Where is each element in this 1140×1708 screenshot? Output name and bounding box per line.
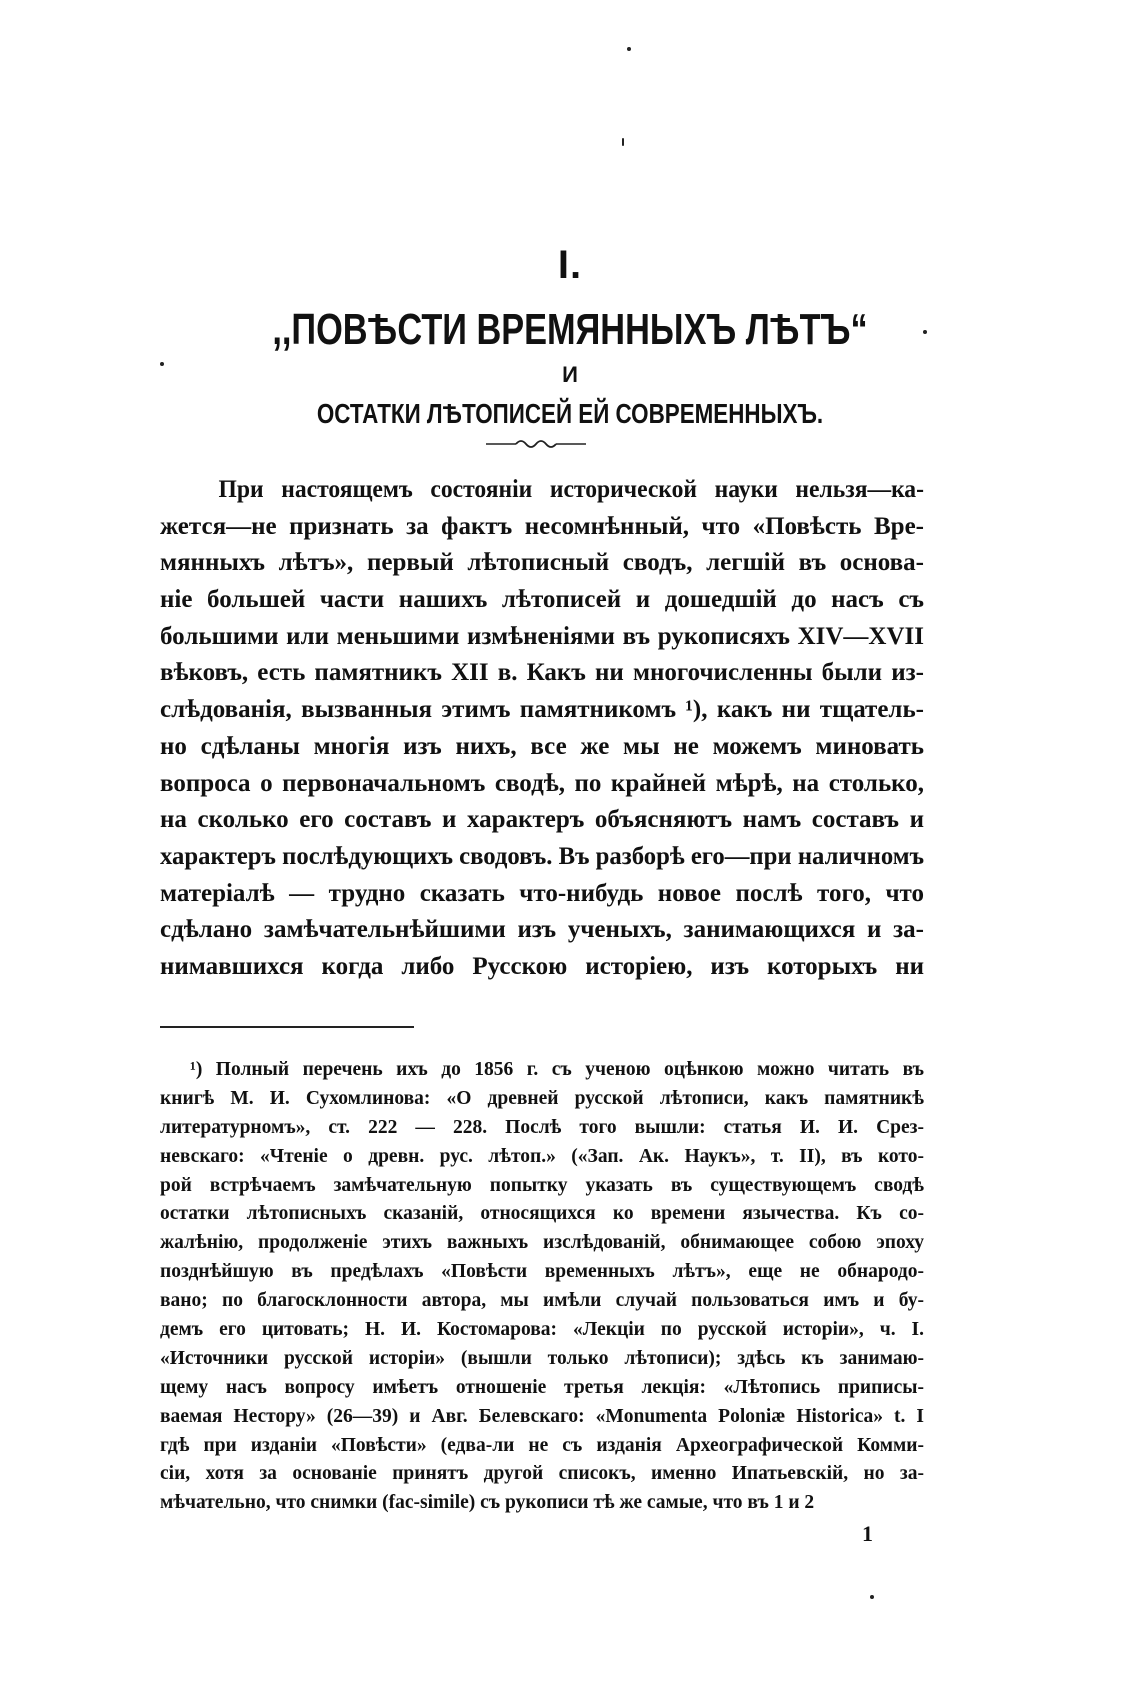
body-line: характеръ послѣдующихъ сводовъ. Въ разборѣ его—при наличномъ bbox=[160, 842, 924, 870]
body-text bbox=[160, 472, 924, 986]
body-line: на сколько его составъ и характеръ объясняютъ намъ составъ и bbox=[160, 806, 924, 834]
footnote-line: невскаго: «Чтеніе о древн. рус. лѣтоп.» («Зап. Ак. Наукъ», т. II), въ кото- bbox=[160, 1145, 924, 1167]
footnote-line: литературномъ», ст. 222 — 228. Послѣ того вышли: статья И. И. Срез- bbox=[160, 1116, 924, 1138]
body-line: слѣдованія, вызванныя этимъ памятникомъ ¹), какъ ни тщатель- bbox=[160, 696, 924, 724]
footnote bbox=[160, 1056, 924, 1518]
ink-speck bbox=[870, 1595, 874, 1599]
footnote-line: ¹) Полный перечень ихъ до 1856 г. съ ученою оцѣнкою можно читать въ bbox=[190, 1059, 924, 1080]
footnote-line: книгѣ М. И. Сухомлинова: «О древней русской лѣтописи, какъ памятникѣ bbox=[160, 1087, 924, 1109]
body-line: большими или меньшими измѣненіями въ рукописяхъ XIV—XVII bbox=[160, 622, 924, 650]
body-line: При настоящемъ состояніи исторической науки нельзя—ка- bbox=[218, 476, 924, 503]
footnote-line: сіи, хотя за основаніе принятъ другой списокъ, именно Ипатьевскій, но за- bbox=[160, 1463, 924, 1485]
body-line: матеріалѣ — трудно сказать что-нибудь новое послѣ того, что bbox=[160, 879, 924, 907]
footnote-line: жалѣнію, продолженіе этихъ важныхъ изслѣдованій, обнимающее собою эпоху bbox=[160, 1232, 924, 1254]
chapter-subtitle: ОСТАТКИ ЛѢТОПИСЕЙ ЕЙ СОВРЕМЕННЫХЪ. bbox=[316, 398, 824, 429]
footnote-line: «Источники русской исторіи» (вышли только лѣтописи); здѣсь къ занимаю- bbox=[160, 1347, 924, 1369]
footnote-line: позднѣйшую въ предѣлахъ «Повѣсти временныхъ лѣтъ», еще не обнародо- bbox=[160, 1261, 924, 1283]
footnote-line: мѣчательно, что снимки (fac-simile) съ рукописи тѣ же самые, что въ 1 и 2 bbox=[160, 1492, 815, 1514]
chapter-title: ,,ПОВѢСТИ ВРЕМЯННЫХЪ ЛѢТЪ“ bbox=[272, 305, 868, 354]
footnote-line: рой встрѣчаемъ замѣчательную попытку указать въ существующемъ сводѣ bbox=[160, 1174, 924, 1196]
body-line: но сдѣланы многія изъ нихъ, все же мы не можемъ миновать bbox=[160, 732, 924, 760]
ink-speck bbox=[627, 47, 631, 51]
body-line: вопроса о первоначальномъ сводѣ, по крайней мѣрѣ, на столько, bbox=[160, 769, 924, 797]
body-line: нимавшихся когда либо Русскою исторіею, изъ которыхъ ни bbox=[160, 952, 924, 980]
page-number: 1 bbox=[862, 1521, 873, 1546]
footnote-line: остатки лѣтописныхъ сказаній, относящихся ко времени язычества. Къ со- bbox=[160, 1203, 924, 1225]
body-line: сдѣлано замѣчательнѣйшими изъ ученыхъ, занимающихся и за- bbox=[160, 916, 924, 944]
footnote-line: ваемая Нестору» (26—39) и Авг. Белевскаго: «Monumenta Poloniæ Historica» t. I bbox=[160, 1405, 924, 1427]
footnote-line: щему насъ вопросу имѣетъ отношеніе третья лекція: «Лѣтопись приписы- bbox=[160, 1376, 924, 1398]
body-line: жется—не признать за фактъ несомнѣнный, что «Повѣсть Вре- bbox=[160, 512, 924, 540]
ornament-divider bbox=[486, 438, 586, 450]
body-line: мянныхъ лѣтъ», первый лѣтописный сводъ, легшій въ основа- bbox=[160, 549, 924, 577]
footnote-line: вано; по благосклонности автора, мы имѣли случай пользоваться имъ и бу- bbox=[160, 1290, 924, 1312]
body-line: вѣковъ, есть памятникъ XII в. Какъ ни многочисленны были из- bbox=[160, 659, 924, 687]
ink-speck bbox=[622, 138, 624, 146]
title-conjunction: И bbox=[562, 362, 578, 387]
footnote-line: гдѣ при изданіи «Повѣсти» (едва-ли не съ изданія Археографической Комми- bbox=[160, 1434, 924, 1456]
footnote-line: демъ его цитовать; Н. И. Костомарова: «Лекціи по русской исторіи», ч. I. bbox=[160, 1319, 924, 1341]
body-line: ніе большей части нашихъ лѣтописей и дошедшій до насъ съ bbox=[160, 586, 924, 614]
footnote-rule bbox=[160, 1026, 414, 1028]
chapter-number: I. bbox=[557, 243, 583, 287]
